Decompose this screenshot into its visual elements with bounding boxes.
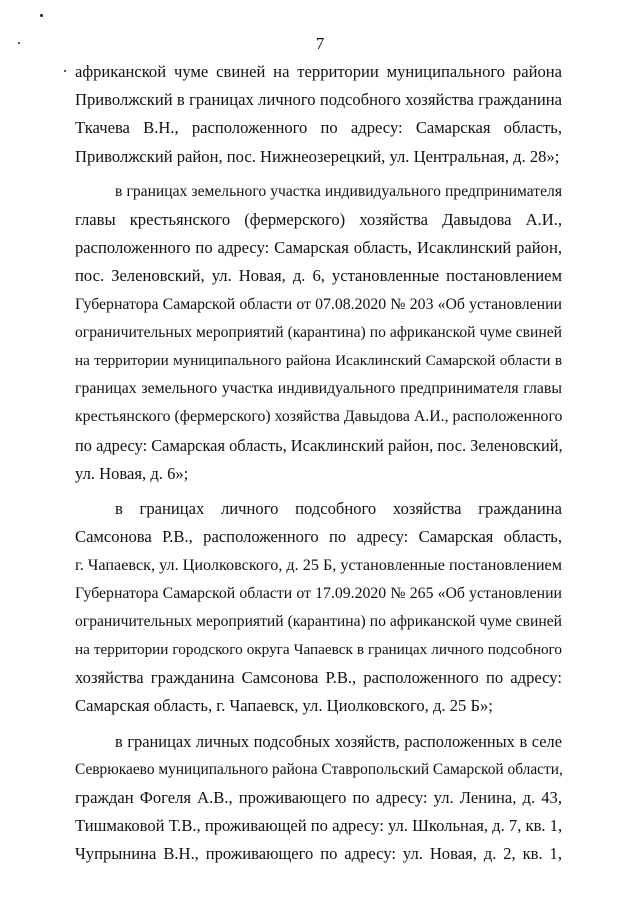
text-line: Губернатора Самарской области от 17.09.2020 № 265 «Об установлении [75,584,562,602]
text-line: Тишмаковой Т.В., проживающей по адресу: ул. Школьная, д. 7, кв. 1, [75,816,563,836]
text-line: африканской чуме свиней на территории муниципального района [75,62,562,81]
text-line: в границах личных подсобных хозяйств, расположенных в селе [115,731,562,751]
paragraph-sevryukaevo [75,728,562,869]
text-line: крестьянского (фермерского) хозяйства Давыдова А.И., расположенного [75,408,563,426]
text-line: границах земельного участка индивидуального предпринимателя главы [75,380,562,398]
paragraph-samsonov [75,495,562,721]
text-line: на территории городского округа Чапаевск в границах личного подсобного [75,641,562,659]
scan-speck [64,70,66,72]
text-line: Севрюкаево муниципального района Ставропольский Самарской области, [75,760,563,778]
text-line: расположенного по адресу: Самарская область, Исаклинский район, [75,238,562,258]
text-line: в границах земельного участка индивидуального предпринимателя [115,182,562,200]
text-line: на территории муниципального района Исаклинский Самарской области в [75,352,562,370]
text-line: Губернатора Самарской области от 07.08.2020 № 203 «Об установлении [75,295,562,313]
text-line: Самсонова Р.В., расположенного по адресу: Самарская область, [75,527,562,547]
text-line: Ткачева В.Н., расположенного по адресу: Самарская область, [75,118,562,138]
page-number: 7 [315,34,325,53]
text-line: Приволжский район, пос. Нижнеозерецкий, ул. Центральная, д. 28»; [75,146,560,166]
paragraph-continuation [75,58,562,171]
text-line: ограничительных мероприятий (карантина) по африканской чуме свиней [75,323,562,341]
text-line: Чупрынина В.Н., проживающего по адресу: ул. Новая, д. 2, кв. 1, [75,844,562,864]
text-line: г. Чапаевск, ул. Циолковского, д. 25 Б, установленные постановлением [75,556,562,575]
text-line: главы крестьянского (фермерского) хозяйства Давыдова А.И., [75,210,562,230]
text-line: ул. Новая, д. 6»; [75,463,189,483]
text-line: в границах личного подсобного хозяйства гражданина [115,499,562,519]
text-line: ограничительных мероприятий (карантина) по африканской чуме свиней [75,612,562,630]
text-line: граждан Фогеля А.В., проживающего по адресу: ул. Ленина, д. 43, [75,788,562,808]
scan-speck [40,14,43,17]
text-line: Приволжский в границах личного подсобного хозяйства гражданина [75,90,562,110]
paragraph-davydov [75,178,562,488]
text-line: хозяйства гражданина Самсонова Р.В., расположенного по адресу: [75,668,562,688]
text-line: Самарская область, г. Чапаевск, ул. Циолковского, д. 25 Б»; [75,696,493,716]
text-line: по адресу: Самарская область, Исаклинский район, пос. Зеленовский, [75,435,563,455]
document-body [75,58,562,869]
text-line: пос. Зеленовский, ул. Новая, д. 6, установленные постановлением [75,266,562,286]
scan-speck [18,42,20,44]
